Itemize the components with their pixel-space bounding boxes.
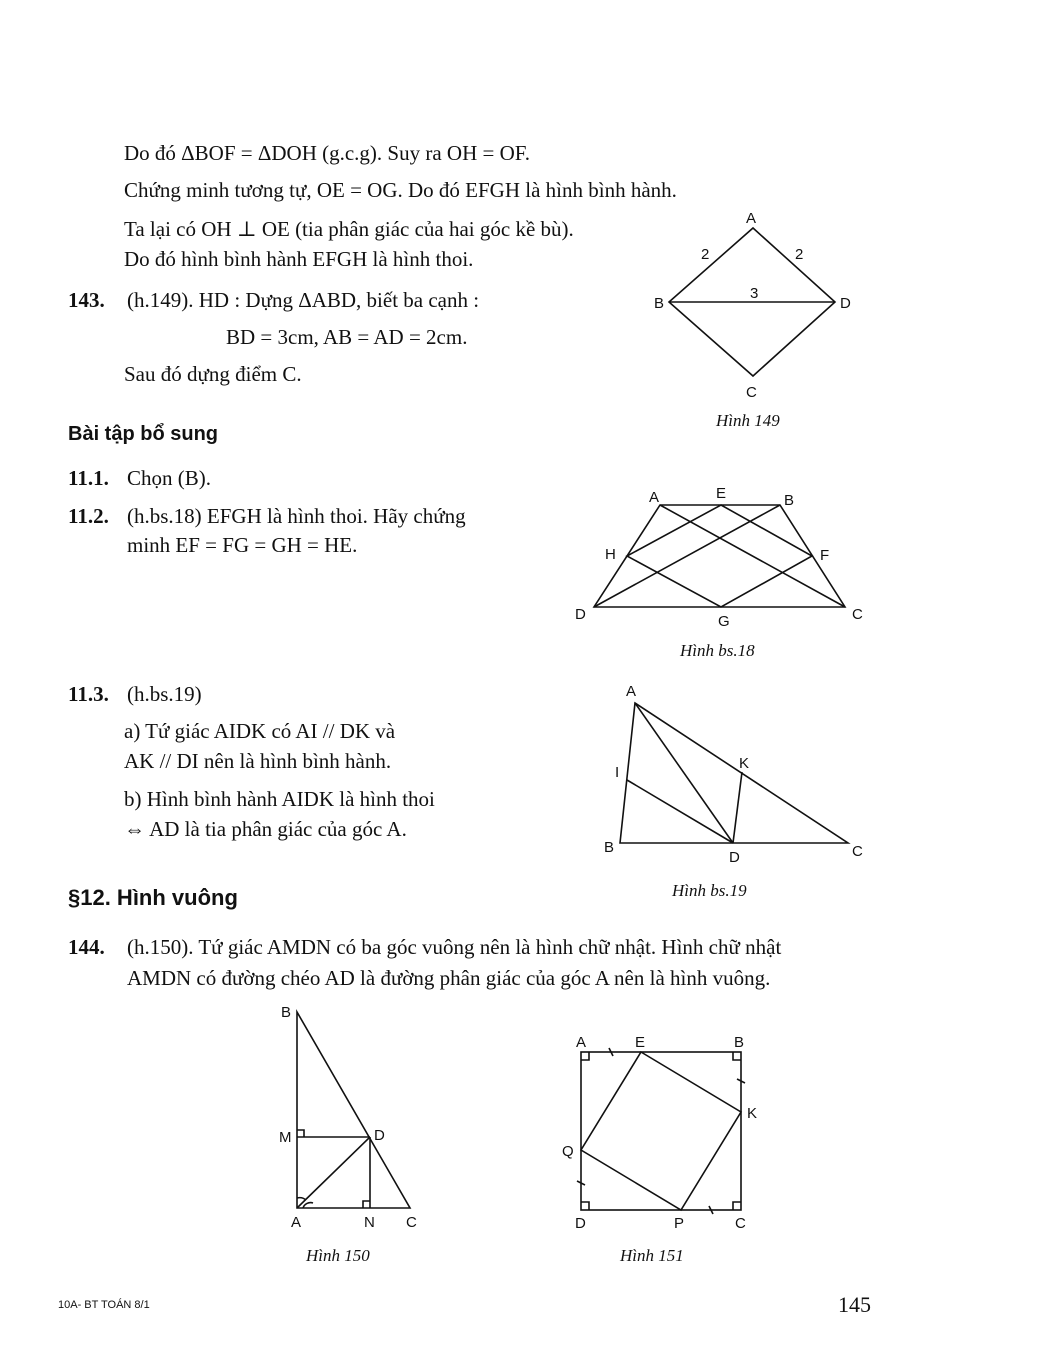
figbs18-label-c: C: [852, 606, 863, 623]
fig151-label-a: A: [576, 1034, 587, 1051]
exercise-144-line-1: (h.150). Tứ giác AMDN có ba góc vuông nên là hình chữ nhật. Hình chữ nhật: [127, 935, 782, 959]
fig149-label-b: B: [654, 295, 665, 312]
fig150-label-m: M: [279, 1129, 292, 1146]
fig151-square-abcd: [581, 1052, 741, 1210]
fig151-label-e: E: [635, 1034, 646, 1051]
figbs19-caption: Hình bs.19: [672, 881, 747, 900]
figbs18-label-f: F: [820, 547, 830, 564]
fig150-label-n: N: [364, 1214, 375, 1231]
fig149-length-ab: 2: [701, 246, 710, 263]
footer-book-code: 10A- BT TOÁN 8/1: [58, 1299, 150, 1311]
exercise-143-line-1: (h.149). HD : Dựng ΔABD, biết ba cạnh :: [127, 288, 480, 312]
exercise-11-3-a-line-2: AK // DI nên là hình bình hành.: [124, 749, 392, 773]
exercise-143-line-2: BD = 3cm, AB = AD = 2cm.: [226, 325, 468, 349]
fig149-length-ad: 2: [795, 246, 804, 263]
exercise-143-line-3: Sau đó dựng điểm C.: [124, 362, 302, 386]
exercise-144-number: 144.: [68, 935, 105, 959]
exercise-11-3-line-1: (h.bs.19): [127, 682, 202, 706]
fig149-caption: Hình 149: [716, 411, 780, 430]
figbs19-label-c: C: [852, 843, 863, 860]
fig149-length-bd: 3: [750, 285, 759, 302]
figbs19-label-i: I: [615, 764, 620, 781]
fig151-label-d: D: [575, 1215, 586, 1232]
exercise-11-3-b-line-2: ⇔ AD là tia phân giác của góc A.: [124, 817, 407, 841]
figbs19-label-b: B: [604, 839, 615, 856]
figbs18-label-d: D: [575, 606, 586, 623]
fig151-square-ekpq: [581, 1052, 741, 1210]
figbs18-label-b: B: [784, 492, 795, 509]
exercise-11-3-number: 11.3.: [68, 682, 109, 706]
proof-line-4: Do đó hình bình hành EFGH là hình thoi.: [124, 247, 474, 271]
fig151-label-k: K: [747, 1105, 758, 1122]
section-12-title: §12. Hình vuông: [68, 885, 238, 910]
fig150-label-d: D: [374, 1127, 385, 1144]
fig151-label-q: Q: [562, 1143, 574, 1160]
figbs19-label-d: D: [729, 849, 740, 866]
figbs18-label-h: H: [605, 546, 616, 563]
exercise-143-number: 143.: [68, 288, 105, 312]
exercise-11-1-text: Chọn (B).: [127, 466, 211, 490]
supplement-heading: Bài tập bổ sung: [68, 423, 218, 445]
figbs18-label-a: A: [649, 489, 660, 506]
fig149-label-d: D: [840, 295, 851, 312]
fig151-label-c: C: [735, 1215, 746, 1232]
exercise-11-3-b-line-1: b) Hình bình hành AIDK là hình thoi: [124, 787, 435, 811]
exercise-11-3-a-line-1: a) Tứ giác AIDK có AI // DK và: [124, 719, 396, 743]
exercise-11-1-number: 11.1.: [68, 466, 109, 490]
exercise-11-2-number: 11.2.: [68, 504, 109, 528]
proof-line-2: Chứng minh tương tự, OE = OG. Do đó EFGH là hình bình hành.: [124, 178, 677, 202]
figbs18-caption: Hình bs.18: [680, 641, 755, 660]
exercise-11-2-line-1: (h.bs.18) EFGH là hình thoi. Hãy chứng: [127, 504, 466, 528]
figbs19-label-a: A: [626, 683, 637, 700]
fig151-caption: Hình 151: [620, 1246, 684, 1265]
fig149-label-c: C: [746, 384, 757, 401]
exercise-144-line-2: AMDN có đường chéo AD là đường phân giác của góc A nên là hình vuông.: [127, 966, 771, 990]
page-number: 145: [838, 1292, 871, 1317]
proof-line-3: Ta lại có OH ⊥ OE (tia phân giác của hai góc kề bù).: [124, 217, 574, 241]
figbs19-label-k: K: [739, 755, 750, 772]
figbs18-label-e: E: [716, 485, 727, 502]
figbs18-label-g: G: [718, 613, 730, 630]
exercise-11-2-line-2: minh EF = FG = GH = HE.: [127, 533, 358, 557]
fig150-label-b: B: [281, 1004, 292, 1021]
fig149-label-a: A: [746, 210, 757, 227]
fig151-label-p: P: [674, 1215, 685, 1232]
proof-line-1: Do đó ΔBOF = ΔDOH (g.c.g). Suy ra OH = OF.: [124, 141, 531, 165]
fig151-label-b: B: [734, 1034, 745, 1051]
fig150-label-c: C: [406, 1214, 417, 1231]
fig150-label-a: A: [291, 1214, 302, 1231]
fig150-caption: Hình 150: [306, 1246, 370, 1265]
